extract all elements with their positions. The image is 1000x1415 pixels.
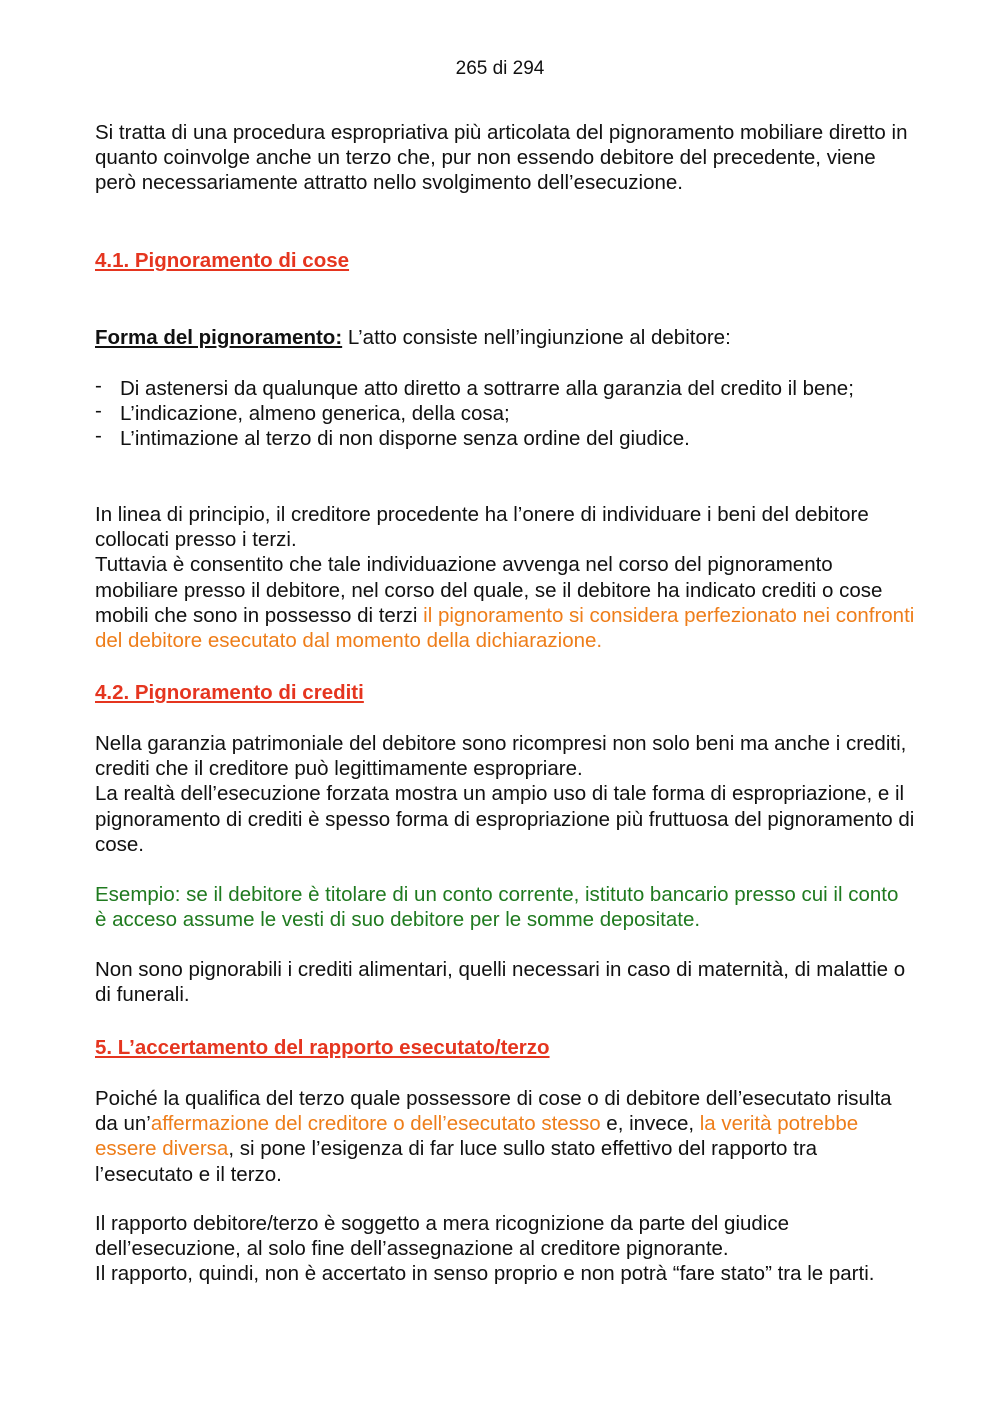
- forma-list: [95, 376, 915, 452]
- tuttavia-text: Tuttavia è consentito che tale individuazione avvenga nel corso del pignoramento mobiliare presso il debitore, nel corso del quale, se il debitore ha indicato crediti o cose mobili che sono in possesso di terzi: [95, 553, 883, 627]
- non-pignorabili-paragraph: Non sono pignorabili i crediti alimentari, quelli necessari in caso di maternità, di malattie o di funerali.: [95, 958, 906, 1007]
- dash-marker: -: [95, 424, 102, 448]
- crediti-paragraph-2: La realtà dell’esecuzione forzata mostra un ampio uso di tale forma di espropriazione, e il pignoramento di crediti è spesso forma di espropriazione più fruttuosa del pignoramento di cose.: [95, 782, 915, 856]
- accertamento-text-a: Poiché la qualifica del terzo quale possessore di cose o di debitore dell’esecutato risulta da un’: [95, 1087, 892, 1136]
- fare-stato-paragraph: Il rapporto, quindi, non è accertato in senso proprio e non potrà “fare stato” tra le parti.: [95, 1262, 875, 1286]
- list-item: [95, 426, 915, 451]
- list-item: [95, 376, 915, 401]
- list-item-text: L’indicazione, almeno generica, della cosa;: [120, 402, 510, 426]
- forma-label: Forma del pignoramento:: [95, 326, 343, 349]
- accertamento-highlight-1: affermazione del creditore o dell’esecutato stesso: [150, 1112, 601, 1136]
- principio-paragraph: In linea di principio, il creditore procedente ha l’onere di individuare i beni del debitore collocati presso i terzi.: [95, 503, 869, 552]
- tuttavia-highlight: il pignoramento si considera perfezionato nei confronti del debitore esecutato dal momento della dichiarazione.: [95, 603, 915, 653]
- ricognizione-block: [95, 1211, 915, 1287]
- tuttavia-paragraph: [95, 552, 915, 653]
- accertamento-text-c: e, invece,: [600, 1112, 700, 1136]
- list-item-text: L’intimazione al terzo di non disporne senza ordine del giudice.: [120, 427, 690, 451]
- heading-4-1: 4.1. Pignoramento di cose: [95, 249, 350, 272]
- list-item-text: Di astenersi da qualunque atto diretto a sottrarre alla garanzia del credito il bene;: [120, 377, 854, 400]
- accertamento-text-e: , si pone l’esigenza di far luce sullo stato effettivo del rapporto tra l’esecutato e il terzo.: [95, 1137, 818, 1186]
- ricognizione-paragraph: Il rapporto debitore/terzo è soggetto a mera ricognizione da parte del giudice dell’esecuzione, al solo fine dell’assegnazione al creditore pignorante.: [95, 1212, 790, 1261]
- list-item: [95, 401, 915, 426]
- forma-text: L’atto consiste nell’ingiunzione al debitore:: [342, 326, 731, 349]
- dash-marker: -: [95, 374, 102, 397]
- principio-block: [95, 502, 915, 653]
- forma-paragraph: [95, 325, 915, 350]
- page-number: 265 di 294: [455, 58, 545, 79]
- accertamento-highlight-2: la verità potrebbe essere diversa: [95, 1112, 859, 1161]
- heading-5: 5. L’accertamento del rapporto esecutato/terzo: [95, 1036, 550, 1059]
- accertamento-paragraph: [95, 1086, 915, 1187]
- heading-4-2: 4.2. Pignoramento di crediti: [95, 681, 364, 704]
- dash-marker: -: [95, 399, 102, 423]
- crediti-block: [95, 731, 915, 857]
- intro-paragraph: Si tratta di una procedura espropriativa più articolata del pignoramento mobiliare diretto in quanto coinvolge anche un terzo che, pur non essendo debitore del precedente, viene però necessariamente attratto nello svolgimento dell’esecuzione.: [95, 121, 908, 195]
- crediti-paragraph-1: Nella garanzia patrimoniale del debitore sono ricompresi non solo beni ma anche i crediti, crediti che il creditore può legittimamente espropriare.: [95, 732, 907, 781]
- example-paragraph: Esempio: se il debitore è titolare di un conto corrente, istituto bancario presso cui il conto è acceso assume le vesti di suo debitore per le somme depositate.: [95, 883, 899, 932]
